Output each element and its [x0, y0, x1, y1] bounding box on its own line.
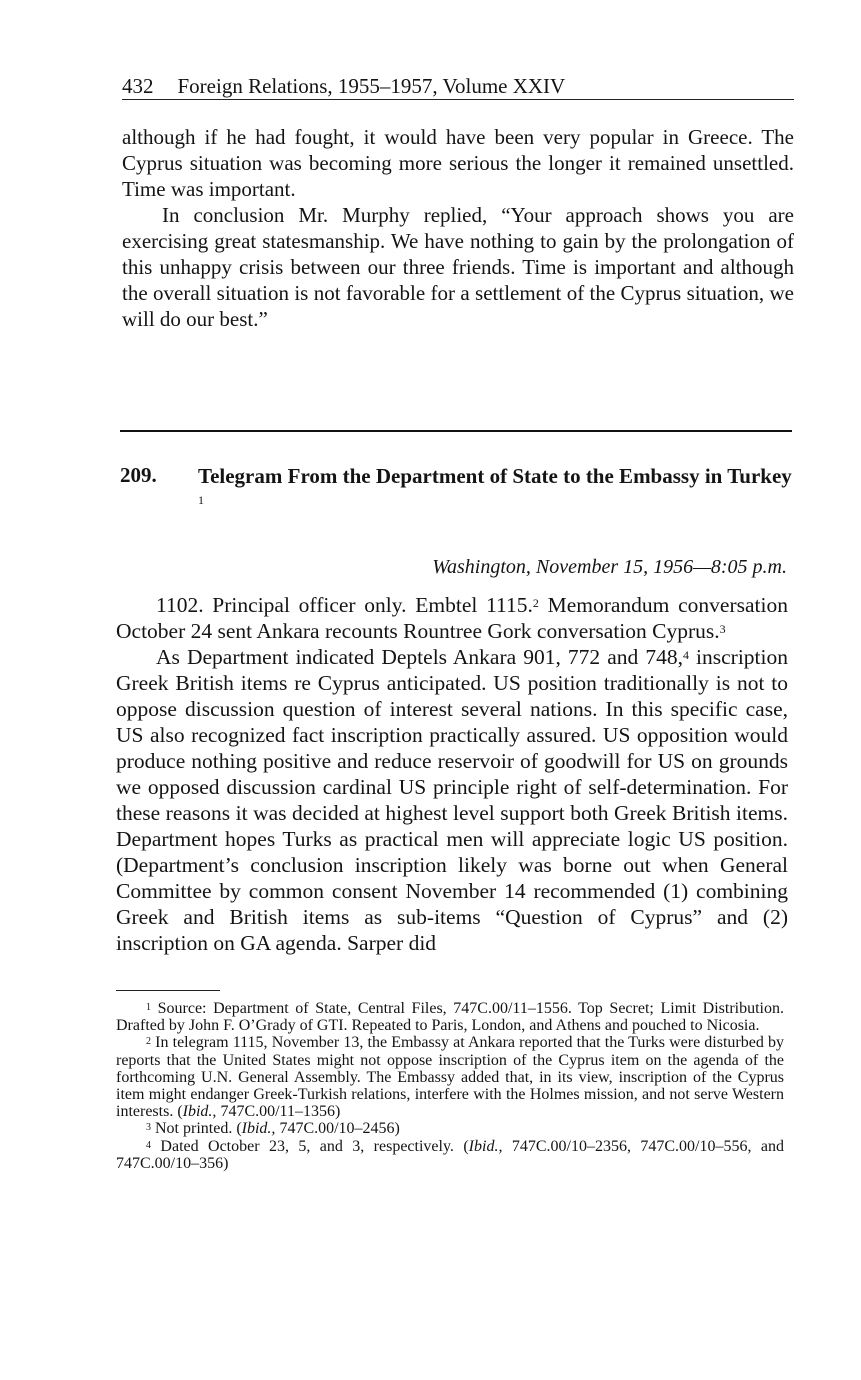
document-title-text: Telegram From the Department of State to the Embassy in Turkey: [198, 464, 792, 488]
para2-text-b: inscription Greek British items re Cyprus anticipated. US position traditionally is not to oppose discussion question of interest several nations. In this specific case, US also recognized fact inscription practically assured. US opposition would produce nothing positive and reduce reservoir of goodwill for US on grounds we opposed discussion cardinal US principle right of self-determination. For these reasons it was decided at highest level support both Greek British items. Department hopes Turks as practical men will appreciate logic US position. (Department’s conclusion inscription likely was borne out when General Committee by common consent November 14 recommended (1) combining Greek and British items as sub-items “Question of Cyprus” and (2) inscription on GA agenda. Sarper did: [116, 645, 788, 955]
footnote-3-num: 3: [146, 1122, 151, 1134]
footnote-2-text: In telegram 1115, November 13, the Embassy at Ankara reported that the Turks were disturbed by reports that the United States might not oppose inscription of the Cyprus item on the agenda of the forthcoming U.N. General Assembly. The Embassy added that, in its view, inscription of the Cyprus item might endanger Greek-Turkish relations, interfere with the Holmes mission, and not serve Western interests. (: [116, 1034, 785, 1121]
footnote-1: [116, 1000, 784, 1034]
footnote-3-ibid: Ibid.,: [241, 1120, 276, 1138]
footnote-divider: [116, 990, 220, 991]
para1-text-b: Memorandum conversation October 24 sent Ankara recounts Rountree Gork conversation Cyprus.: [116, 593, 788, 643]
footnote-ref-1: 1: [198, 493, 204, 507]
footnote-ref-3: 3: [719, 622, 726, 636]
dateline: Washington, November 15, 1956—8:05 p.m.: [432, 556, 787, 578]
para2-text-a: As Department indicated Deptels Ankara 901, 772 and 748,: [156, 645, 683, 669]
footnote-3-tail: 747C.00/10–2456): [275, 1120, 400, 1138]
telegram-body: [116, 592, 788, 956]
footnote-4: [116, 1138, 784, 1172]
footnote-4-text: Dated October 23, 5, and 3, respectively. (: [160, 1137, 469, 1155]
footnote-2-num: 2: [146, 1036, 151, 1048]
footnote-4-num: 4: [146, 1139, 151, 1151]
paragraph-continued: although if he had fought, it would have been very popular in Greece. The Cyprus situation was becoming more serious the longer it remained unsettled. Time was important.: [122, 125, 794, 201]
document-number: 209.: [120, 463, 157, 487]
paragraph-department-position: [116, 644, 788, 956]
footnote-2: [116, 1034, 784, 1120]
footnote-4-ibid: Ibid.,: [468, 1137, 503, 1155]
running-title: Foreign Relations, 1955–1957, Volume XXIV: [177, 74, 566, 98]
paragraph-murphy-reply: In conclusion Mr. Murphy replied, “Your approach shows you are exercising great statesmanship. We have nothing to gain by the prolongation of this unhappy crisis between our three friends. Time is important and although the overall situation is not favorable for a settlement of the Cyprus situation, we will do our best.”: [122, 203, 794, 331]
footnote-ref-4: 4: [682, 648, 689, 662]
footnote-ref-2: 2: [532, 596, 539, 610]
section-divider: [120, 430, 792, 432]
para1-text-a: 1102. Principal officer only. Embtel 1115.: [156, 593, 533, 617]
page-number: 432: [122, 74, 154, 98]
footnote-2-ibid: Ibid.,: [182, 1103, 217, 1121]
continued-text: [122, 124, 794, 332]
footnote-3-text: Not printed. (: [155, 1120, 242, 1138]
footnotes: [116, 1000, 784, 1172]
footnote-2-tail: 747C.00/11–1356): [216, 1103, 341, 1121]
footnote-3: [116, 1120, 784, 1137]
document-title: [198, 463, 798, 515]
footnote-1-text: Source: Department of State, Central Files, 747C.00/11–1556. Top Secret; Limit Distribution. Drafted by John F. O’Grady of GTI. Repeated to Paris, London, and Athens and pouched to Nicosia.: [116, 1000, 784, 1035]
footnote-4-tail: 747C.00/10–2356, 747C.00/10–556, and 747C.00/10–356): [116, 1137, 785, 1172]
footnote-1-num: 1: [146, 1002, 151, 1013]
paragraph-1102: [116, 592, 788, 644]
running-header: [122, 74, 794, 100]
